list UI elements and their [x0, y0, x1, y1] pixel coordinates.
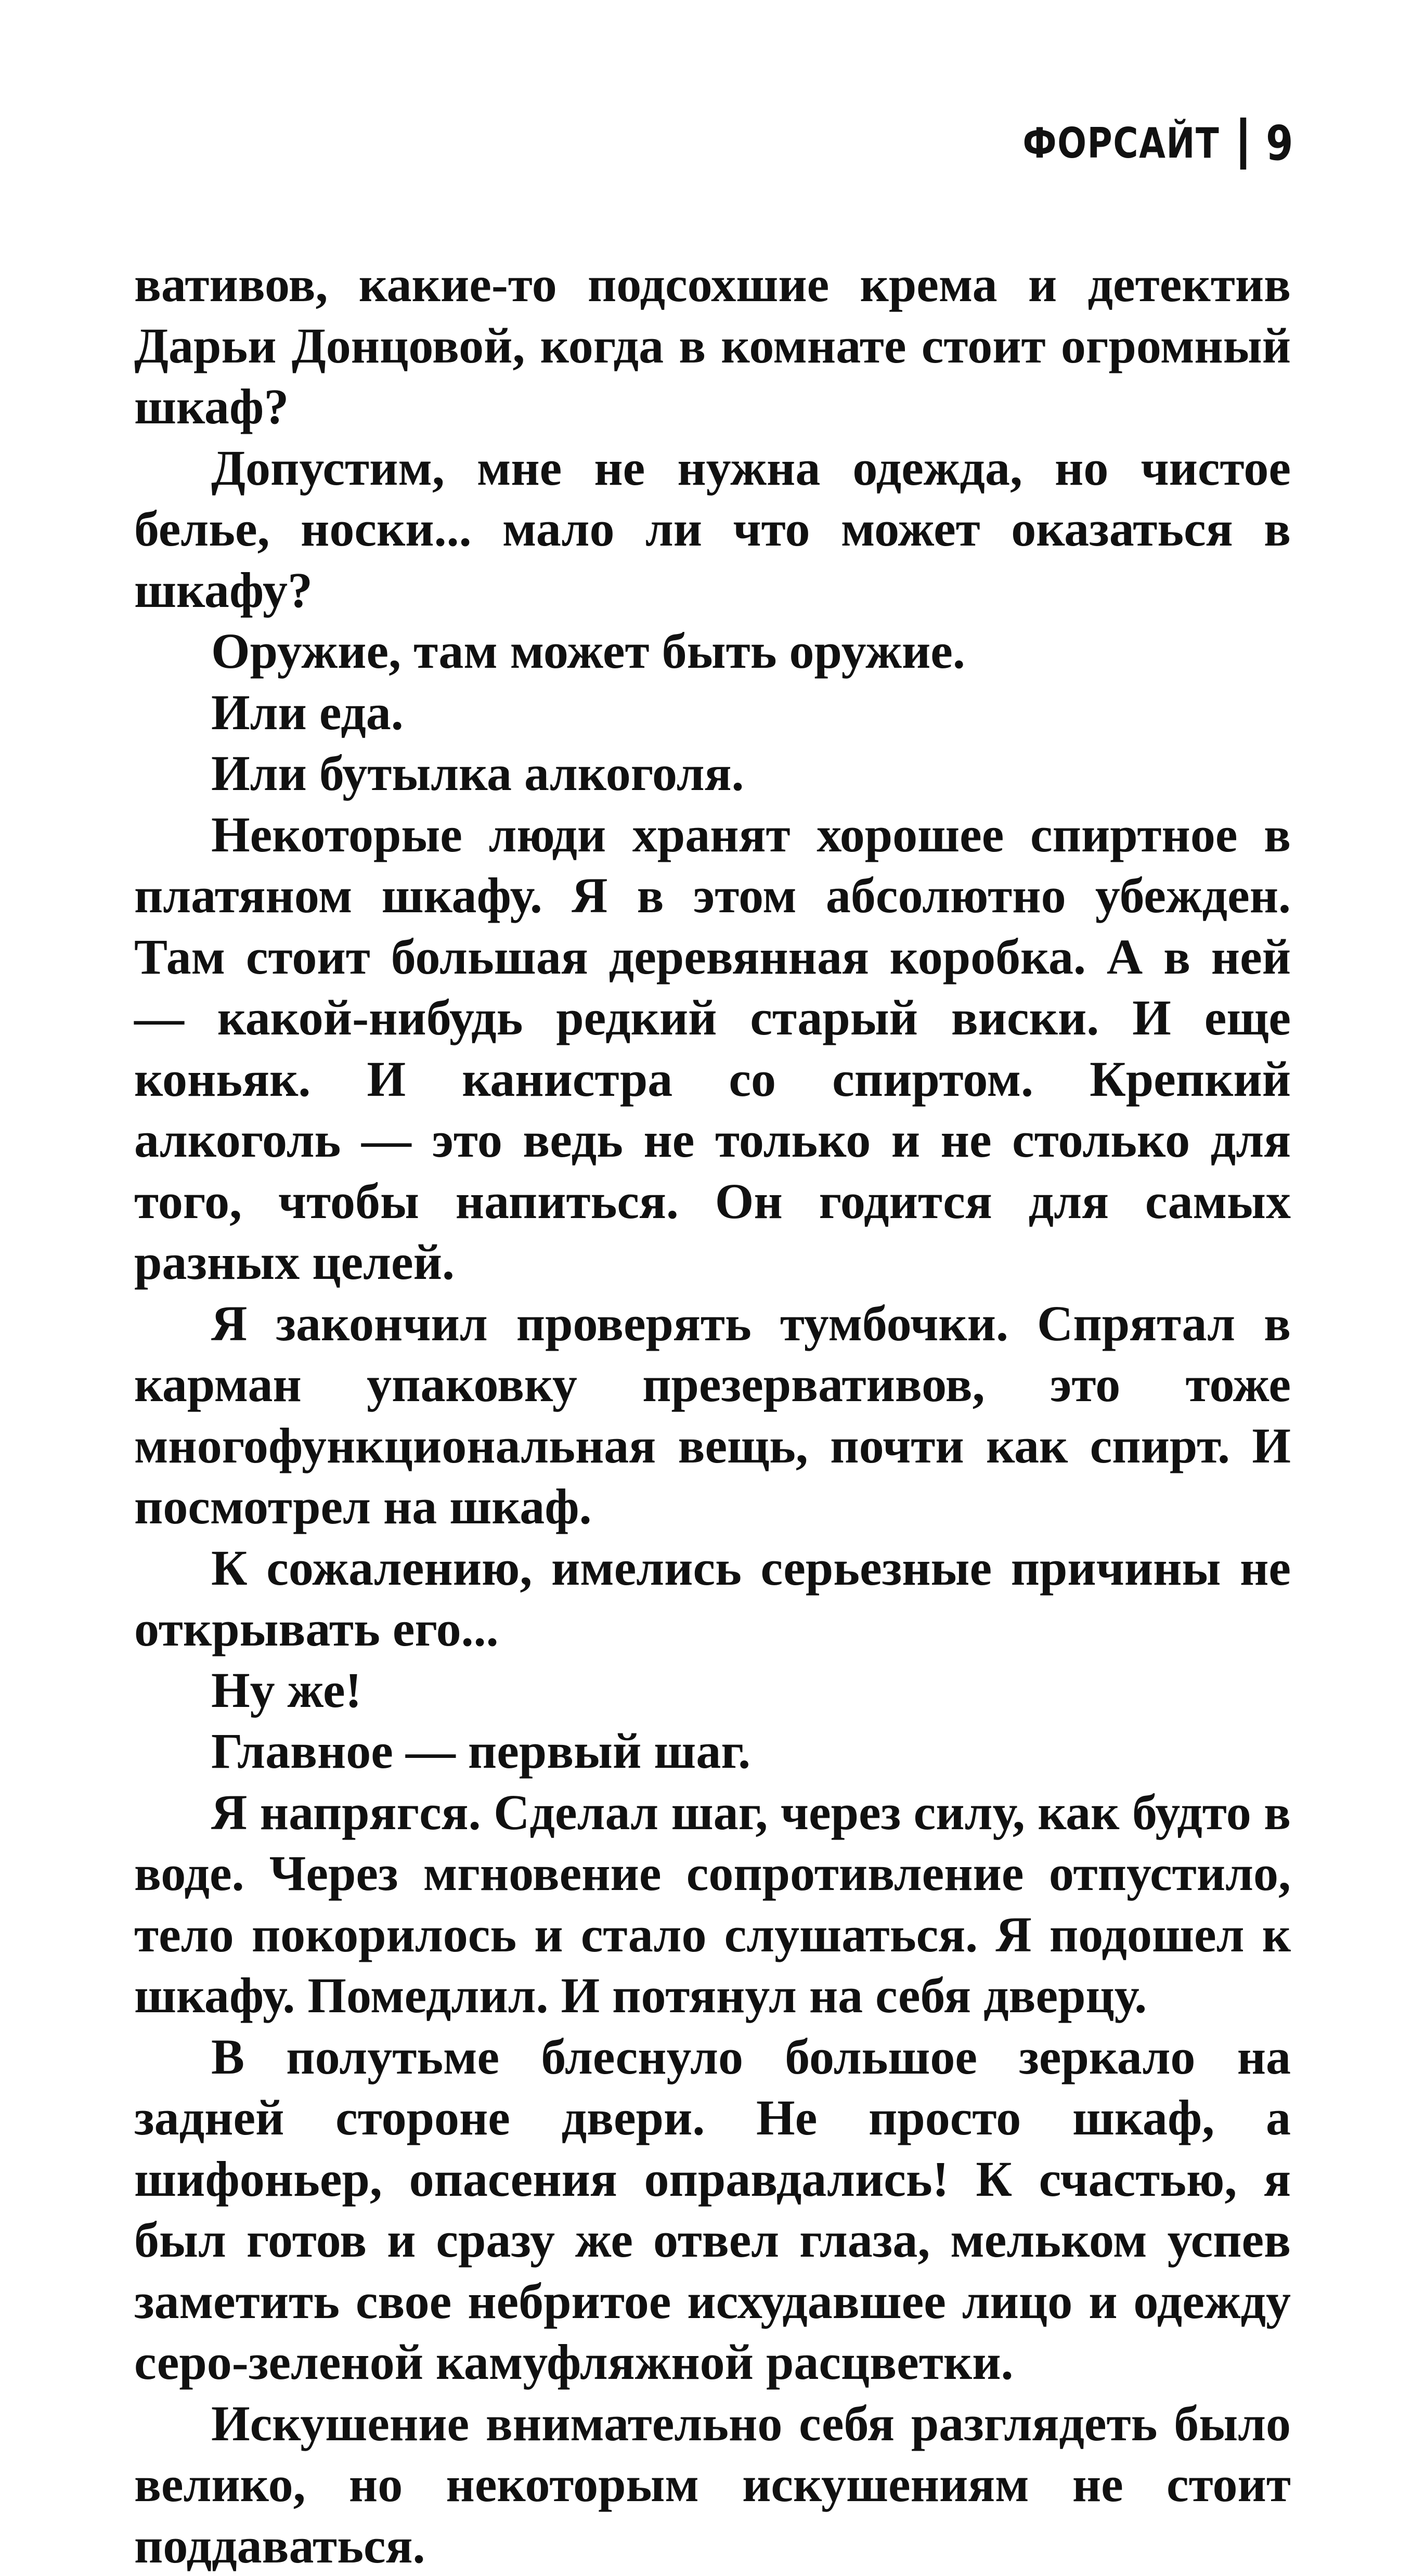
- paragraph-11: Я напрягся. Сделал шаг, через силу, как будто в воде. Через мгновение сопротивление отпустило, тело покорилось и стало слушаться. Я подошел к шкафу. Помедлил. И потянул на себя дверцу.: [134, 1782, 1291, 2026]
- running-header: [1022, 115, 1294, 171]
- paragraph-9: Ну же!: [134, 1660, 1291, 1721]
- paragraph-13: Искушение внимательно себя разглядеть было велико, но некоторым искушениям не стоит поддаваться.: [134, 2393, 1291, 2576]
- paragraph-10: Главное — первый шаг.: [134, 1720, 1291, 1782]
- body-text: [134, 254, 1291, 2576]
- page-number: 9: [1266, 115, 1294, 171]
- paragraph-1: вативов, какие-то подсохшие крема и детектив Дарьи Донцовой, когда в комнате стоит огромный шкаф?: [134, 254, 1291, 437]
- header-title: ФОРСАЙТ: [1022, 119, 1220, 167]
- paragraph-8: К сожалению, имелись серьезные причины не открывать его...: [134, 1537, 1291, 1660]
- paragraph-7: Я закончил проверять тумбочки. Спрятал в карман упаковку презервативов, это тоже многофункциональная вещь, почти как спирт. И посмотрел на шкаф.: [134, 1293, 1291, 1537]
- paragraph-2: Допустим, мне не нужна одежда, но чистое белье, носки... мало ли что может оказаться в шкафу?: [134, 437, 1291, 621]
- paragraph-5: Или бутылка алкоголя.: [134, 743, 1291, 804]
- paragraph-3: Оружие, там может быть оружие.: [134, 620, 1291, 682]
- paragraph-12: В полутьме блеснуло большое зеркало на задней стороне двери. Не просто шкаф, а шифоньер, опасения оправдались! К счастью, я был готов и сразу же отвел глаза, мельком успев заметить свое небритое исхудавшее лицо и одежду серо-зеленой камуфляжной расцветки.: [134, 2026, 1291, 2393]
- header-separator: [1240, 118, 1246, 170]
- paragraph-4: Или еда.: [134, 682, 1291, 743]
- paragraph-6: Некоторые люди хранят хорошее спиртное в платяном шкафу. Я в этом абсолютно убежден. Там стоит большая деревянная коробка. А в ней — какой-нибудь редкий старый виски. И еще коньяк. И канистра со спиртом. Крепкий алкоголь — это ведь не только и не столько для того, чтобы напиться. Он годится для самых разных целей.: [134, 804, 1291, 1293]
